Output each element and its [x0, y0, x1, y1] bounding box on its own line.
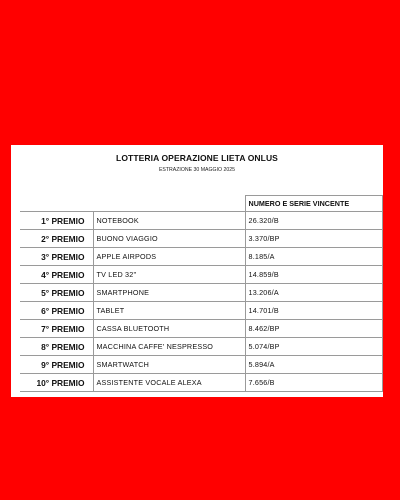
winning-number-header: NUMERO E SERIE VINCENTE [245, 196, 382, 212]
header-blank-cell [93, 196, 245, 212]
document-title: LOTTERIA OPERAZIONE LIETA ONLUS [116, 153, 278, 163]
table-row [20, 302, 382, 320]
prize-rank: 2° PREMIO [20, 230, 93, 248]
prize-rank: 5° PREMIO [20, 284, 93, 302]
winning-number: 26.320/B [245, 212, 382, 230]
prize-rank: 1° PREMIO [20, 212, 93, 230]
header-blank-cell [20, 196, 93, 212]
draw-date: ESTRAZIONE 30 MAGGIO 2025 [158, 167, 236, 173]
winning-number: 5.074/BP [245, 338, 382, 356]
prize-item: APPLE AIRPODS [93, 248, 245, 266]
prize-item: ASSISTENTE VOCALE ALEXA [93, 374, 245, 392]
winning-number: 13.206/A [245, 284, 382, 302]
winning-number: 7.656/B [245, 374, 382, 392]
prize-rank: 8° PREMIO [20, 338, 93, 356]
prize-item: NOTEBOOK [93, 212, 245, 230]
prize-item: MACCHINA CAFFE' NESPRESSO [93, 338, 245, 356]
prize-rank: 6° PREMIO [20, 302, 93, 320]
prize-item: SMARTPHONE [93, 284, 245, 302]
table-row [20, 266, 382, 284]
table-row [20, 374, 382, 392]
winning-number: 3.370/BP [245, 230, 382, 248]
table-row [20, 320, 382, 338]
prize-rank: 9° PREMIO [20, 356, 93, 374]
table-row [20, 230, 382, 248]
table-row [20, 248, 382, 266]
results-sheet [11, 145, 383, 397]
prize-rank: 7° PREMIO [20, 320, 93, 338]
prize-item: CASSA BLUETOOTH [93, 320, 245, 338]
winning-number: 8.185/A [245, 248, 382, 266]
prize-rank: 3° PREMIO [20, 248, 93, 266]
winning-number: 5.894/A [245, 356, 382, 374]
table-header-row [20, 196, 382, 212]
table-row [20, 338, 382, 356]
prize-rank: 4° PREMIO [20, 266, 93, 284]
winning-number: 14.859/B [245, 266, 382, 284]
table-row [20, 284, 382, 302]
table-row [20, 212, 382, 230]
prize-table [20, 195, 383, 392]
prize-item: BUONO VIAGGIO [93, 230, 245, 248]
prize-item: SMARTWATCH [93, 356, 245, 374]
winning-number: 8.462/BP [245, 320, 382, 338]
winning-number: 14.701/B [245, 302, 382, 320]
prize-rank: 10° PREMIO [20, 374, 93, 392]
prize-item: TV LED 32'' [93, 266, 245, 284]
prize-item: TABLET [93, 302, 245, 320]
table-row [20, 356, 382, 374]
